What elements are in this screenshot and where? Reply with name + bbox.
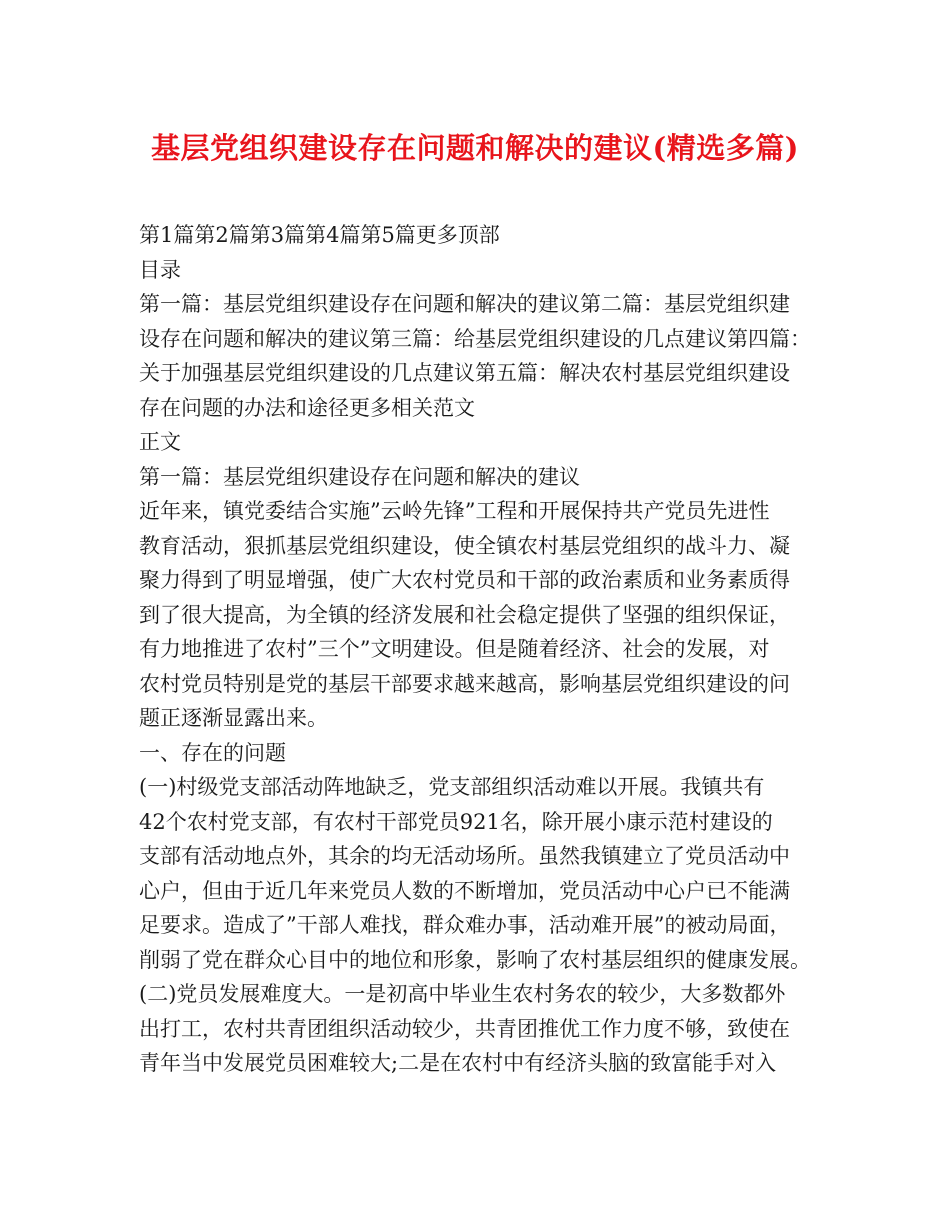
paragraph-line: 有力地推进了农村”三个”文明建设。但是随着经济、社会的发展，对: [139, 637, 770, 661]
toc-line: 关于加强基层党组织建设的几点建议第五篇：解决农村基层党组织建设: [139, 361, 790, 385]
paragraph-line: 聚力得到了明显增强，使广大农村党员和干部的政治素质和业务素质得: [139, 568, 790, 592]
toc-line: 第一篇：基层党组织建设存在问题和解决的建议第二篇：基层党组织建: [139, 292, 790, 316]
toc-nav-line: 第1篇第2篇第3篇第4篇第5篇更多顶部: [139, 223, 500, 247]
paragraph-line: 近年来，镇党委结合实施”云岭先锋”工程和开展保持共产党员先进性: [139, 499, 770, 523]
paragraph-line: 42个农村党支部，有农村干部党员921名，除开展小康示范村建设的: [139, 809, 773, 834]
paragraph-line: 心户，但由于近几年来党员人数的不断增加，党员活动中心户已不能满: [139, 878, 790, 903]
toc-line: 设存在问题和解决的建议第三篇：给基层党组织建设的几点建议第四篇：: [139, 326, 811, 351]
paragraph-line: 到了很大提高，为全镇的经济发展和社会稳定提供了坚强的组织保证，: [139, 602, 790, 627]
document-title: 基层党组织建设存在问题和解决的建议(精选多篇): [151, 131, 799, 165]
paragraph-line: (一)村级党支部活动阵地缺乏，党支部组织活动难以开展。我镇共有: [139, 775, 765, 799]
paragraph-line: 足要求。造成了”干部人难找，群众难办事，活动难开展”的被动局面，: [139, 913, 791, 937]
body-heading: 正文: [139, 430, 181, 454]
section-heading: 第一篇：基层党组织建设存在问题和解决的建议: [139, 464, 580, 489]
subsection-heading: 一、存在的问题: [139, 740, 286, 765]
paragraph-line: 题正逐渐显露出来。: [139, 706, 328, 730]
paragraph-line: 农村党员特别是党的基层干部要求越来越高，影响基层党组织建设的问: [139, 671, 790, 696]
paragraph-line: 出打工，农村共青团组织活动较少，共青团推优工作力度不够，致使在: [139, 1016, 790, 1041]
paragraph-line: 支部有活动地点外，其余的均无活动场所。虽然我镇建立了党员活动中: [139, 844, 790, 868]
paragraph-line: (二)党员发展难度大。一是初高中毕业生农村务农的较少，大多数都外: [139, 982, 786, 1006]
toc-line: 存在问题的办法和途径更多相关范文: [139, 395, 475, 420]
paragraph-line: 削弱了党在群众心目中的地位和形象，影响了农村基层组织的健康发展。: [139, 947, 811, 972]
toc-heading: 目录: [139, 257, 181, 282]
paragraph-line: 青年当中发展党员困难较大;二是在农村中有经济头脑的致富能手对入: [139, 1051, 777, 1075]
document-body: [139, 218, 829, 1081]
paragraph-line: 教育活动，狠抓基层党组织建设，使全镇农村基层党组织的战斗力、凝: [139, 533, 790, 558]
